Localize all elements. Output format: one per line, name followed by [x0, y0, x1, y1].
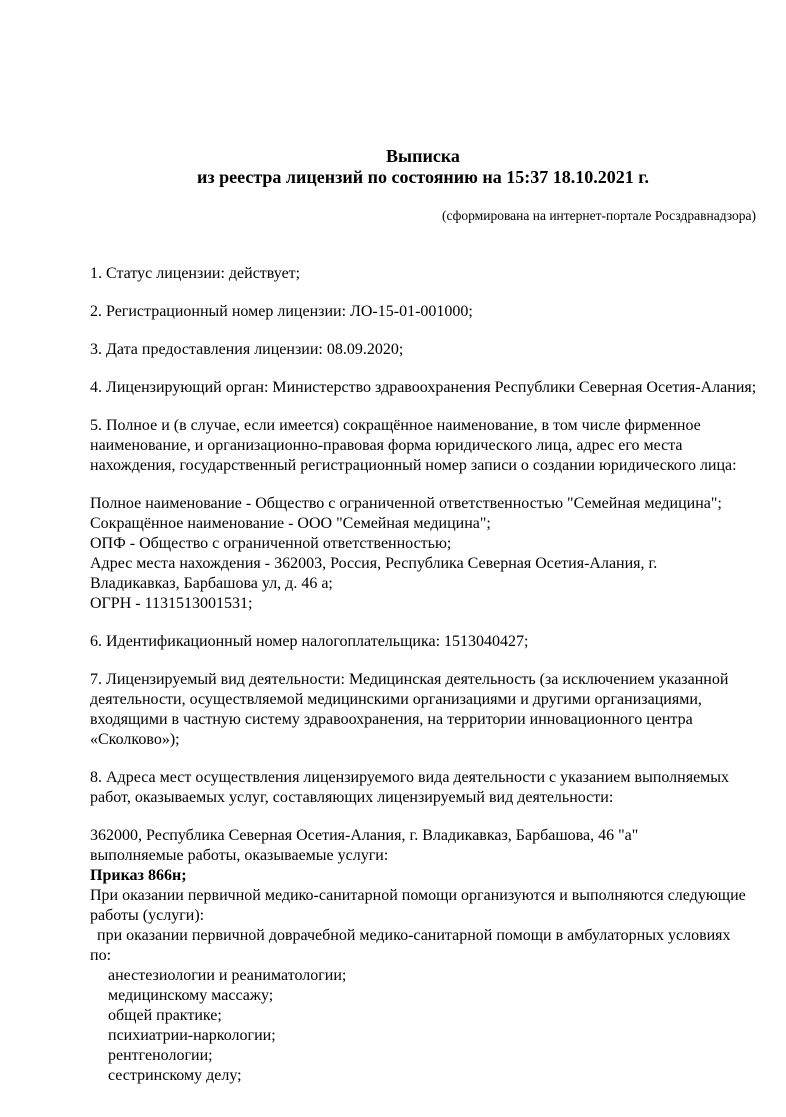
text-line: При оказании первичной медико-санитарной помощи организуются и выполняются следующие [90, 887, 746, 904]
paragraph [90, 670, 756, 750]
text-line: 1. Статус лицензии: действует; [90, 265, 301, 282]
text-line: Владикавказ, Барбашова ул, д. 46 а; [90, 575, 333, 592]
paragraph [90, 768, 756, 808]
text-line: деятельности, осуществляемой медицинскими организациями и другими организациями, [90, 691, 702, 708]
text-line: ОГРН - 1131513001531; [90, 595, 253, 612]
text-line: общей практике; [108, 1007, 222, 1024]
text-line: 4. Лицензирующий орган: Министерство здравоохранения Республики Северная Осетия-Алания; [90, 379, 757, 396]
text-line: 5. Полное и (в случае, если имеется) сокращённое наименование, в том числе фирменное [90, 417, 701, 434]
text-line: входящими в частную систему здравоохранения, на территории инновационного центра [90, 711, 693, 728]
text-line: 2. Регистрационный номер лицензии: ЛО-15-01-001000; [90, 303, 473, 320]
text-line: анестезиологии и реаниматологии; [108, 967, 347, 984]
document-title-line1: Выписка [386, 146, 460, 166]
text-line: наименование, и организационно-правовая форма юридического лица, адрес его места [90, 437, 683, 454]
text-line: психиатрии-наркологии; [108, 1027, 276, 1044]
paragraph [90, 340, 756, 360]
document-title [90, 146, 756, 188]
paragraph [90, 378, 756, 398]
text-line: сестринскому делу; [108, 1067, 242, 1084]
text-line: 6. Идентификационный номер налогоплательщика: 1513040427; [90, 633, 529, 650]
text-line: выполняемые работы, оказываемые услуги: [90, 847, 389, 864]
paragraph [90, 264, 756, 284]
text-line: 7. Лицензируемый вид деятельности: Медицинская деятельность (за исключением указанной [90, 671, 729, 688]
text-line: ОПФ - Общество с ограниченной ответственностью; [90, 535, 452, 552]
text-line: при оказании первичной доврачебной медико-санитарной помощи в амбулаторных условиях [97, 927, 731, 944]
text-line: 362000, Республика Северная Осетия-Алания, г. Владикавказ, Барбашова, 46 "а" [90, 827, 639, 844]
paragraph [90, 632, 756, 652]
document-body [90, 264, 756, 1086]
text-line: «Сколково»); [90, 731, 180, 748]
text-line: работ, оказываемых услуг, составляющих лицензируемый вид деятельности: [90, 789, 614, 806]
text-line: по: [90, 947, 112, 964]
text-line: Полное наименование - Общество с ограниченной ответственностью "Семейная медицина"; [90, 495, 722, 512]
paragraph [90, 416, 756, 476]
text-line: 8. Адреса мест осуществления лицензируемого вида деятельности с указанием выполняемых [90, 769, 730, 786]
document-title-line2: из реестра лицензий по состоянию на 15:37 18.10.2021 г. [197, 167, 649, 187]
text-line: Адрес места нахождения - 362003, Россия, Республика Северная Осетия-Алания, г. [90, 555, 658, 572]
text-line: рентгенологии; [108, 1047, 213, 1064]
text-line: нахождения, государственный регистрационный номер записи о создании юридического лица: [90, 457, 737, 474]
text-line: работы (услуги): [90, 907, 205, 924]
paragraph [90, 302, 756, 322]
text-line: 3. Дата предоставления лицензии: 08.09.2020; [90, 341, 404, 358]
text-line: Сокращённое наименование - ООО "Семейная медицина"; [90, 515, 491, 532]
text-line: медицинскому массажу; [108, 987, 274, 1004]
text-line: Приказ 866н; [90, 867, 187, 884]
paragraph [90, 826, 756, 1086]
document-subtitle: (сформирована на интернет-портале Росздравнадзора) [441, 208, 756, 223]
paragraph [90, 494, 756, 614]
